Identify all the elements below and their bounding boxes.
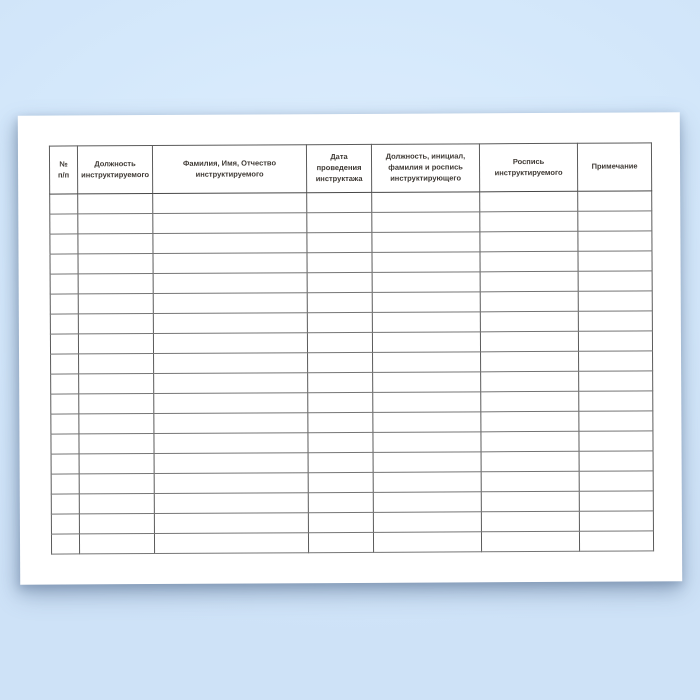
column-header-notes: Примечание bbox=[577, 143, 651, 191]
empty-cell bbox=[79, 354, 154, 374]
empty-cell bbox=[307, 232, 372, 252]
empty-cell bbox=[50, 294, 78, 314]
empty-cell bbox=[480, 331, 578, 352]
empty-cell bbox=[480, 231, 578, 252]
empty-cell bbox=[480, 251, 578, 272]
empty-cell bbox=[50, 214, 78, 234]
empty-cell bbox=[579, 471, 653, 491]
empty-cell bbox=[51, 354, 79, 374]
empty-cell bbox=[79, 414, 154, 434]
empty-cell bbox=[50, 254, 78, 274]
empty-cell bbox=[51, 454, 79, 474]
empty-cell bbox=[308, 512, 373, 532]
empty-cell bbox=[51, 514, 79, 534]
empty-cell bbox=[579, 531, 653, 551]
table-row bbox=[51, 531, 653, 554]
empty-cell bbox=[481, 351, 579, 372]
empty-cell bbox=[307, 212, 372, 232]
empty-cell bbox=[50, 274, 78, 294]
empty-cell bbox=[154, 373, 308, 394]
empty-cell bbox=[578, 331, 652, 351]
empty-cell bbox=[372, 212, 480, 233]
empty-cell bbox=[481, 531, 579, 552]
empty-cell bbox=[78, 334, 153, 354]
empty-cell bbox=[578, 291, 652, 311]
empty-cell bbox=[50, 234, 78, 254]
empty-cell bbox=[480, 271, 578, 292]
empty-cell bbox=[154, 473, 308, 494]
empty-cell bbox=[308, 352, 373, 372]
empty-cell bbox=[481, 391, 579, 412]
column-header-number: № п/п bbox=[49, 146, 77, 194]
empty-cell bbox=[373, 492, 481, 513]
empty-cell bbox=[307, 292, 372, 312]
empty-cell bbox=[51, 474, 79, 494]
instruction-log-table bbox=[49, 142, 654, 554]
empty-cell bbox=[373, 432, 481, 453]
empty-cell bbox=[79, 494, 154, 514]
empty-cell bbox=[372, 332, 480, 353]
empty-cell bbox=[373, 532, 481, 553]
empty-cell bbox=[79, 374, 154, 394]
empty-cell bbox=[153, 233, 307, 254]
empty-cell bbox=[480, 291, 578, 312]
empty-cell bbox=[307, 332, 372, 352]
empty-cell bbox=[481, 411, 579, 432]
empty-cell bbox=[579, 391, 653, 411]
empty-cell bbox=[307, 192, 372, 212]
empty-cell bbox=[578, 191, 652, 211]
empty-cell bbox=[153, 293, 307, 314]
empty-cell bbox=[372, 192, 480, 213]
empty-cell bbox=[153, 273, 307, 294]
empty-cell bbox=[481, 511, 579, 532]
empty-cell bbox=[78, 214, 153, 234]
empty-cell bbox=[372, 272, 480, 293]
empty-cell bbox=[579, 451, 653, 471]
empty-cell bbox=[307, 312, 372, 332]
empty-cell bbox=[79, 514, 154, 534]
empty-cell bbox=[78, 254, 153, 274]
empty-cell bbox=[308, 392, 373, 412]
empty-cell bbox=[50, 334, 78, 354]
empty-cell bbox=[308, 432, 373, 452]
empty-cell bbox=[51, 374, 79, 394]
empty-cell bbox=[154, 433, 308, 454]
empty-cell bbox=[373, 472, 481, 493]
empty-cell bbox=[78, 314, 153, 334]
empty-cell bbox=[481, 431, 579, 452]
empty-cell bbox=[79, 394, 154, 414]
empty-cell bbox=[579, 411, 653, 431]
empty-cell bbox=[480, 211, 578, 232]
empty-cell bbox=[578, 251, 652, 271]
column-header-trainee-signature: Роспись инструктируемого bbox=[479, 143, 577, 192]
empty-cell bbox=[153, 193, 307, 214]
empty-cell bbox=[50, 314, 78, 334]
empty-cell bbox=[373, 392, 481, 413]
empty-cell bbox=[308, 412, 373, 432]
empty-cell bbox=[373, 412, 481, 433]
empty-cell bbox=[480, 191, 578, 212]
empty-cell bbox=[307, 252, 372, 272]
empty-cell bbox=[578, 231, 652, 251]
empty-cell bbox=[50, 194, 78, 214]
empty-cell bbox=[78, 274, 153, 294]
empty-cell bbox=[579, 371, 653, 391]
empty-cell bbox=[51, 414, 79, 434]
empty-cell bbox=[51, 394, 79, 414]
empty-cell bbox=[480, 311, 578, 332]
empty-cell bbox=[153, 253, 307, 274]
table-body bbox=[50, 191, 654, 554]
empty-cell bbox=[372, 292, 480, 313]
empty-cell bbox=[78, 194, 153, 214]
empty-cell bbox=[481, 471, 579, 492]
empty-cell bbox=[578, 211, 652, 231]
document-page bbox=[18, 112, 682, 584]
empty-cell bbox=[78, 294, 153, 314]
empty-cell bbox=[373, 352, 481, 373]
column-header-instructor-details: Должность, инициал, фамилия и роспись инструктирующего bbox=[371, 144, 479, 193]
empty-cell bbox=[154, 453, 308, 474]
empty-cell bbox=[154, 513, 308, 534]
empty-cell bbox=[579, 511, 653, 531]
empty-cell bbox=[481, 451, 579, 472]
empty-cell bbox=[578, 271, 652, 291]
table-header bbox=[49, 143, 651, 194]
empty-cell bbox=[78, 234, 153, 254]
column-header-briefing-date: Дата проведения инструктажа bbox=[306, 144, 371, 192]
empty-cell bbox=[373, 452, 481, 473]
empty-cell bbox=[154, 493, 308, 514]
empty-cell bbox=[79, 454, 154, 474]
empty-cell bbox=[307, 272, 372, 292]
empty-cell bbox=[154, 353, 308, 374]
empty-cell bbox=[153, 313, 307, 334]
empty-cell bbox=[51, 434, 79, 454]
empty-cell bbox=[51, 534, 79, 554]
empty-cell bbox=[153, 333, 307, 354]
empty-cell bbox=[153, 213, 307, 234]
empty-cell bbox=[308, 372, 373, 392]
empty-cell bbox=[372, 252, 480, 273]
empty-cell bbox=[373, 372, 481, 393]
empty-cell bbox=[372, 312, 480, 333]
empty-cell bbox=[308, 532, 373, 552]
empty-cell bbox=[579, 431, 653, 451]
empty-cell bbox=[308, 472, 373, 492]
empty-cell bbox=[51, 494, 79, 514]
empty-cell bbox=[79, 534, 154, 554]
column-header-trainee-position: Должность инструктируемого bbox=[77, 146, 152, 194]
empty-cell bbox=[481, 371, 579, 392]
empty-cell bbox=[154, 533, 308, 554]
empty-cell bbox=[308, 492, 373, 512]
empty-cell bbox=[481, 491, 579, 512]
empty-cell bbox=[579, 491, 653, 511]
empty-cell bbox=[79, 434, 154, 454]
empty-cell bbox=[579, 351, 653, 371]
empty-cell bbox=[308, 452, 373, 472]
empty-cell bbox=[578, 311, 652, 331]
empty-cell bbox=[372, 232, 480, 253]
empty-cell bbox=[154, 413, 308, 434]
column-header-trainee-full-name: Фамилия, Имя, Отчество инструктируемого bbox=[152, 145, 306, 194]
empty-cell bbox=[373, 512, 481, 533]
header-row bbox=[49, 143, 651, 194]
empty-cell bbox=[79, 474, 154, 494]
empty-cell bbox=[154, 393, 308, 414]
